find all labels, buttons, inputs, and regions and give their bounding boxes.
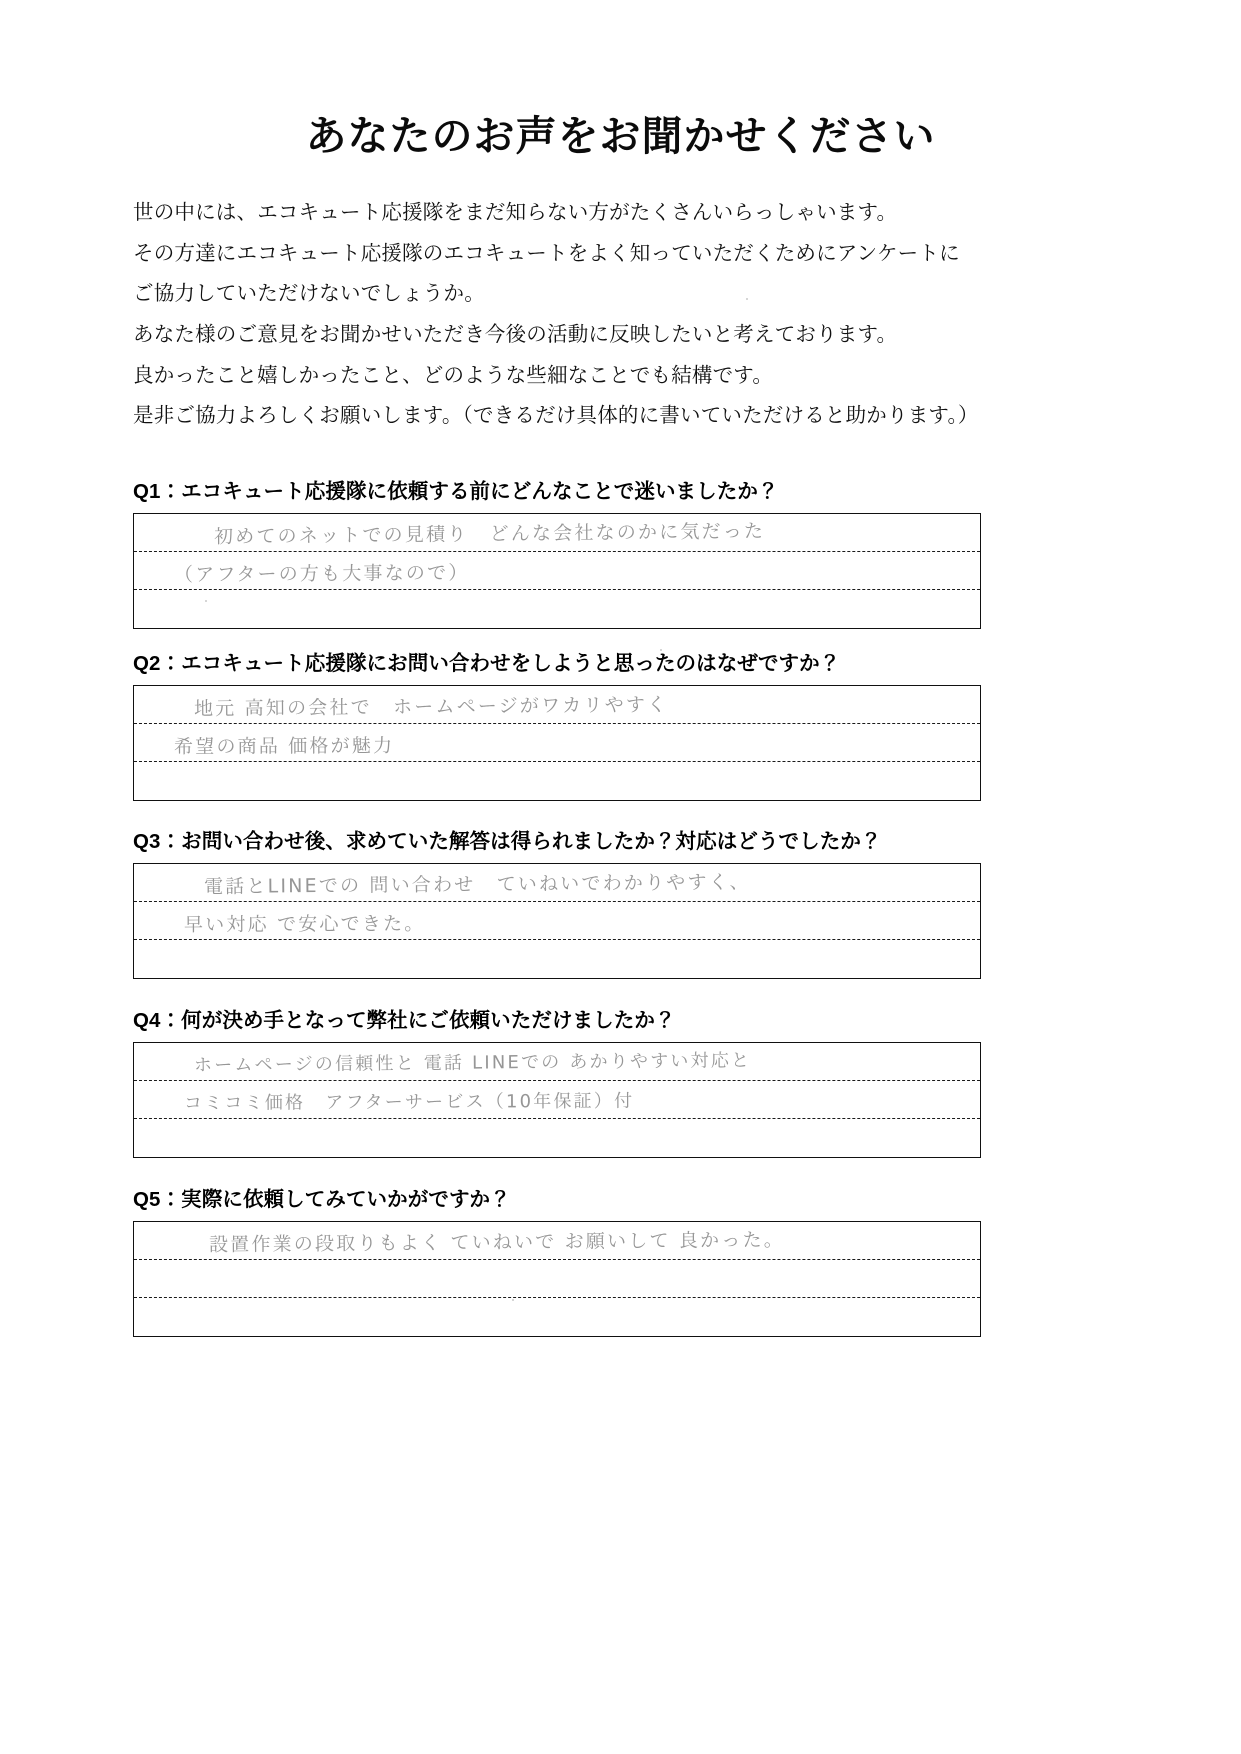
answer-line[interactable] xyxy=(134,1298,980,1336)
question-block-q3 xyxy=(133,824,981,979)
intro-line: 世の中には、エコキュート応援隊をまだ知らない方がたくさんいらっしゃいます。 xyxy=(133,201,898,224)
answer-line[interactable] xyxy=(134,864,980,902)
scan-speck xyxy=(512,1299,514,1301)
question-block-q5 xyxy=(133,1182,981,1337)
question-label-q1: Q1：エコキュート応援隊に依頼する前にどんなことで迷いましたか？ xyxy=(133,480,779,503)
answer-line[interactable] xyxy=(134,1043,980,1081)
answer-box-q3[interactable] xyxy=(133,863,981,979)
answer-box-q5[interactable] xyxy=(133,1221,981,1337)
handwritten-answer: 電話とLINEでの 問い合わせ ていねいでわかりやすく、 xyxy=(203,871,751,898)
question-block-q2 xyxy=(133,646,981,801)
answer-line[interactable] xyxy=(134,686,980,724)
answer-line[interactable] xyxy=(134,1222,980,1260)
intro-line: あなた様のご意見をお聞かせいただき今後の活動に反映したいと考えております。 xyxy=(133,322,898,346)
answer-box-q1[interactable] xyxy=(133,513,981,629)
handwritten-answer: 早い対応 で安心できた。 xyxy=(183,912,426,936)
handwritten-answer: （アフターの方も大事なので） xyxy=(173,561,470,586)
question-label-q5: Q5：実際に依頼してみていかがですか？ xyxy=(133,1188,511,1211)
answer-line[interactable] xyxy=(134,1119,980,1157)
question-label-q3: Q3：お問い合わせ後、求めていた解答は得られましたか？対応はどうでしたか？ xyxy=(133,830,882,853)
intro-line: ご協力していただけないでしょうか。 xyxy=(133,282,485,306)
handwritten-answer: 地元 高知の会社で ホームページがワカリやすく xyxy=(193,693,669,720)
answer-box-q4[interactable] xyxy=(133,1042,981,1158)
scan-speck xyxy=(660,649,662,651)
page-title: あなたのお声をお聞かせください xyxy=(305,113,936,159)
answer-box-q2[interactable] xyxy=(133,685,981,801)
intro-paragraph xyxy=(133,200,1093,444)
intro-line: その方達にエコキュート応援隊のエコキュートをよく知っていただくためにアンケートに xyxy=(133,241,960,265)
handwritten-answer: 設置作業の段取りもよく ていねいで お願いして 良かった。 xyxy=(208,1228,786,1256)
answer-line[interactable] xyxy=(134,724,980,762)
answer-line[interactable] xyxy=(134,940,980,978)
answer-line[interactable] xyxy=(134,902,980,940)
handwritten-answer: 初めてのネットでの見積り どんな会社なのかに気だった xyxy=(213,520,766,548)
answer-line[interactable] xyxy=(134,1081,980,1119)
answer-line[interactable] xyxy=(134,1260,980,1298)
answer-line[interactable] xyxy=(134,590,980,628)
scan-speck xyxy=(746,298,748,300)
scan-speck xyxy=(205,600,207,602)
answer-line[interactable] xyxy=(134,514,980,552)
answer-line[interactable] xyxy=(134,762,980,800)
intro-line: 是非ご協力よろしくお願いします。（できるだけ具体的に書いていただけると助かります。） xyxy=(133,404,979,428)
handwritten-answer: コミコミ価格 アフターサービス（10年保証）付 xyxy=(183,1090,635,1114)
question-block-q1 xyxy=(133,474,981,629)
question-block-q4 xyxy=(133,1003,981,1158)
question-label-q4: Q4：何が決め手となって弊社にご依頼いただけましたか？ xyxy=(133,1009,676,1032)
intro-line: 良かったこと嬉しかったこと、どのような些細なことでも結構です。 xyxy=(133,363,774,387)
answer-line[interactable] xyxy=(134,552,980,590)
handwritten-answer: 希望の商品 価格が魅力 xyxy=(173,734,395,758)
question-label-q2: Q2：エコキュート応援隊にお問い合わせをしようと思ったのはなぜですか？ xyxy=(133,652,841,675)
handwritten-answer: ホームページの信頼性と 電話 LINEでの あかりやすい対応と xyxy=(193,1050,752,1076)
